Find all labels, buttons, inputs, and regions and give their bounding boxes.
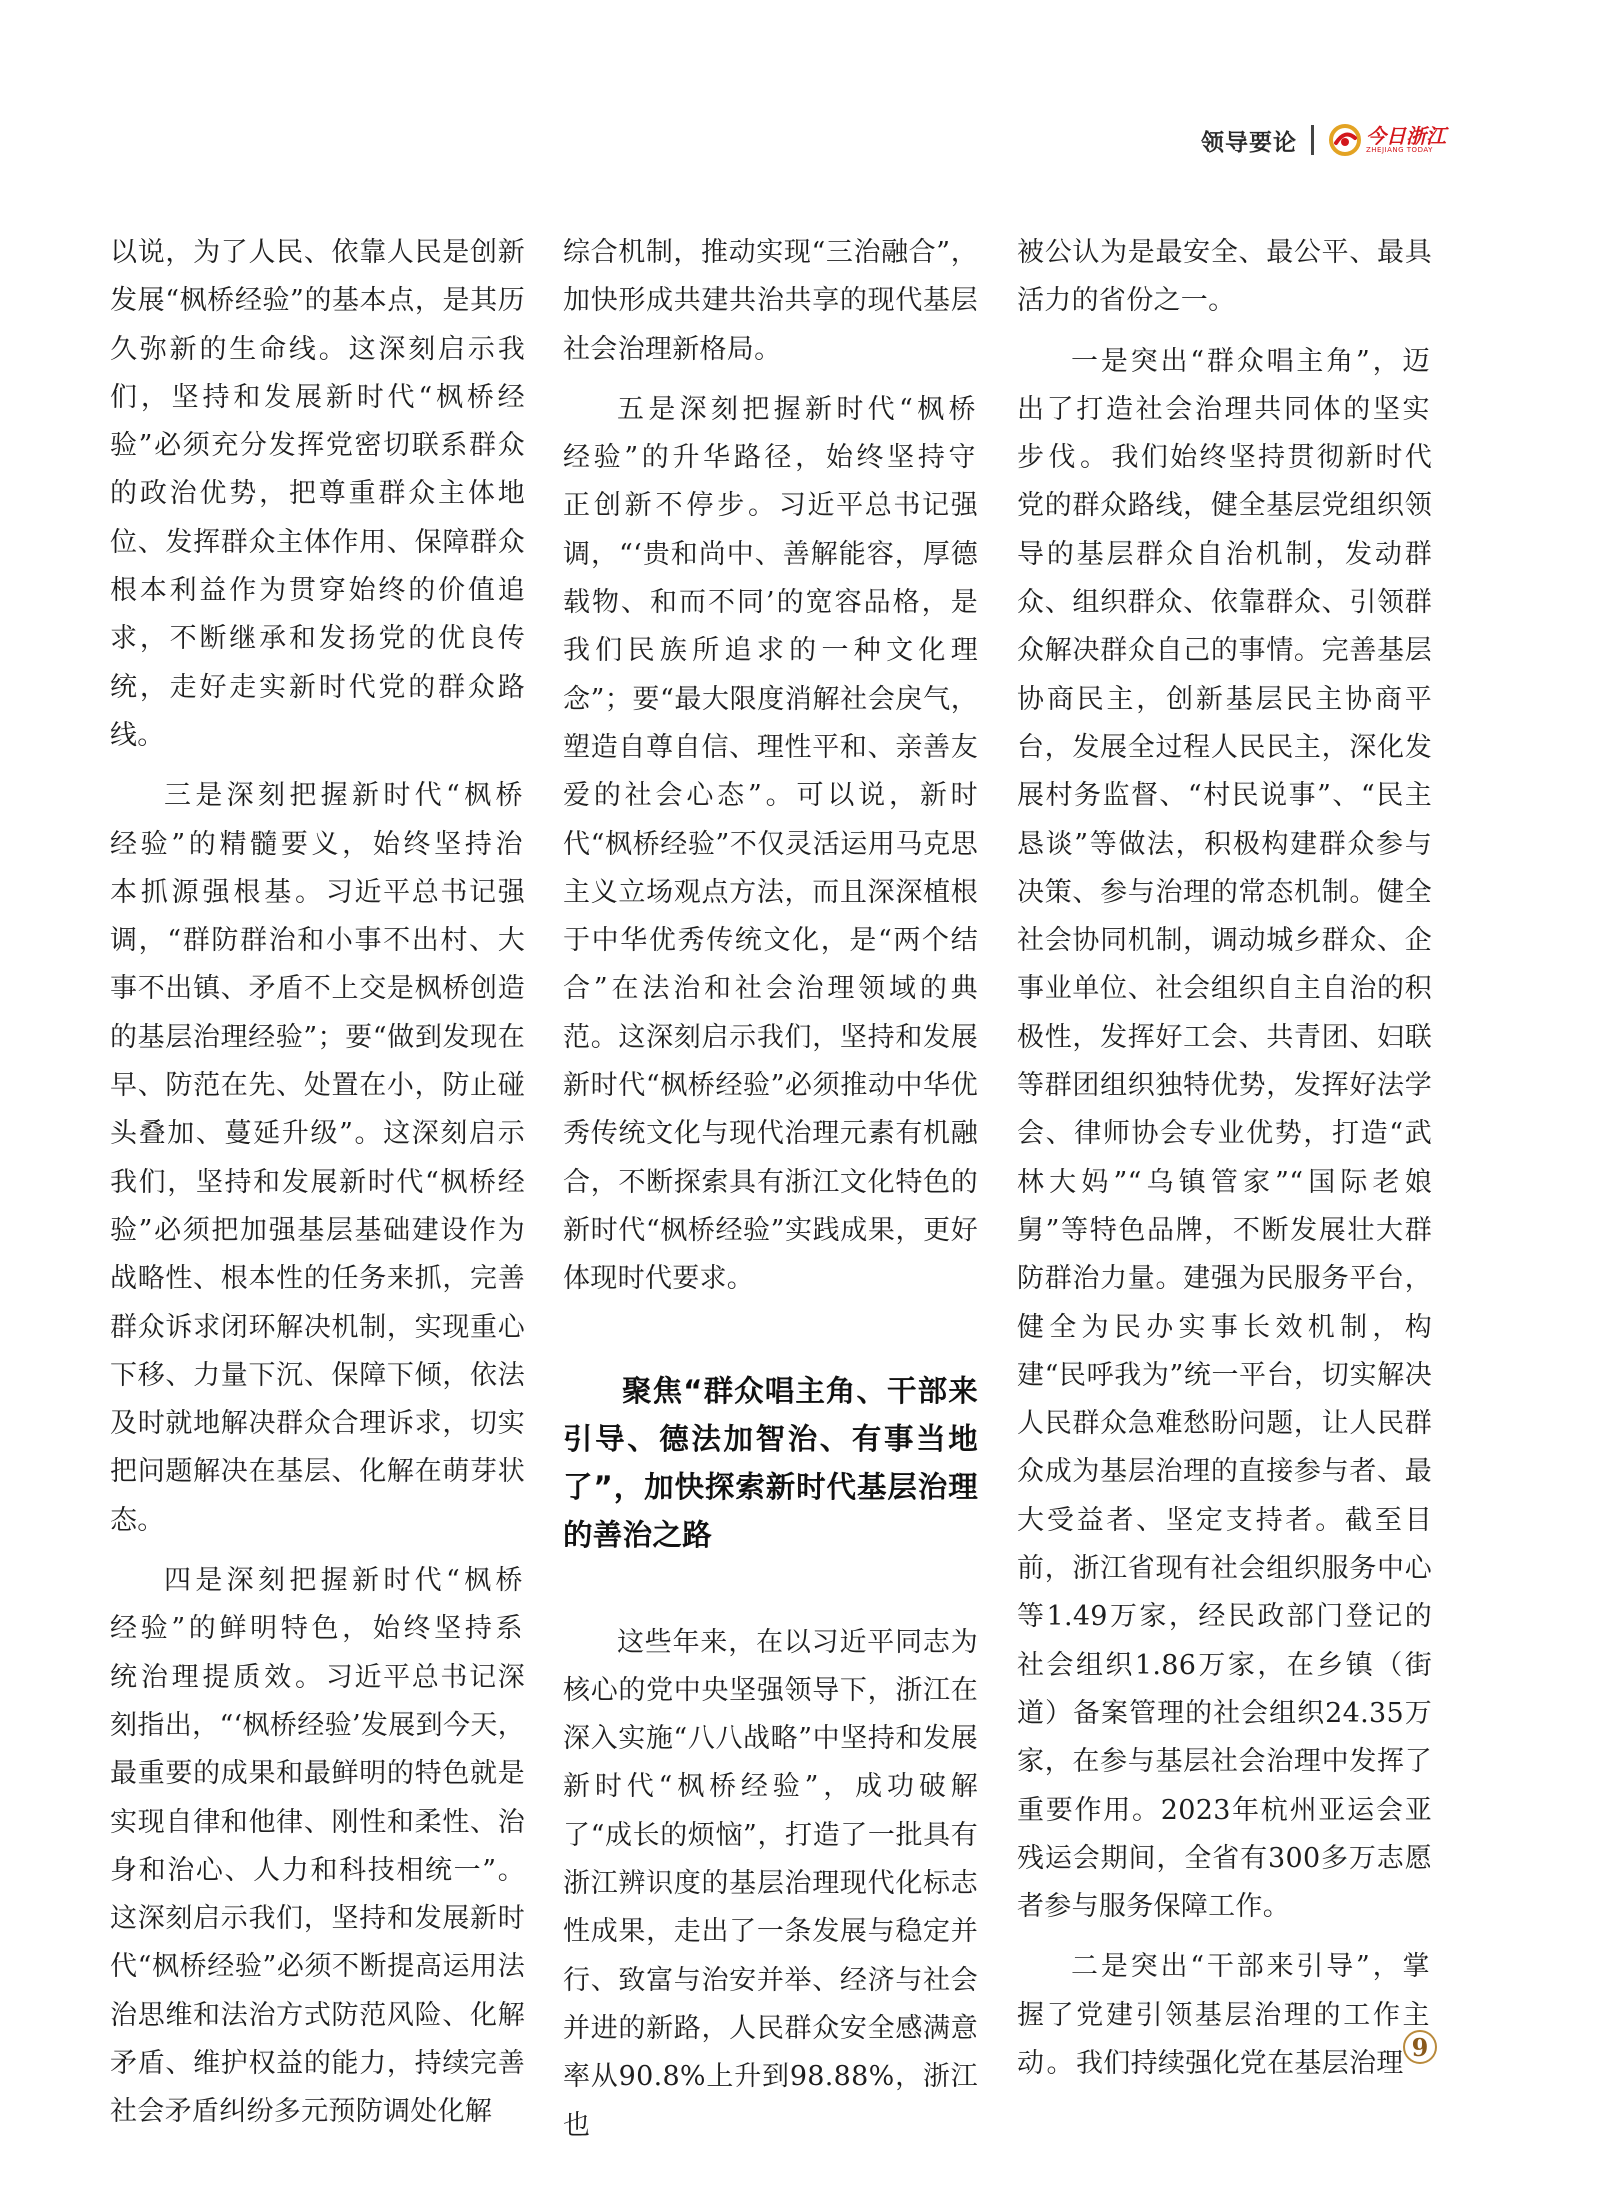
paragraph-body: 习近平总书记深刻指出，“‘枫桥经验’发展到今天，最重要的成果和最鲜明的特色就是实现自律和他律、刚性和柔性、治身和治心、人力和科技相统一”。这深刻启示我们，坚持和发展新时代“枫桥经验”必须不断提高运用法治思维和法治方式防范风险、化解矛盾、维护权益的能力，持续完善社会矛盾纠纷多元预防调处化解 [110, 1661, 526, 2128]
paragraph [563, 386, 978, 1304]
text-column-3 [1017, 229, 1432, 2088]
logo-subtitle: ZHEJIANG TODAY [1366, 146, 1433, 154]
paragraph [110, 772, 525, 1545]
paragraph [1017, 338, 1432, 1932]
paragraph-body: 我们始终坚持贯彻新时代党的群众路线，健全基层党组织领导的基层群众自治机制，发动群众、组织群众、依靠群众、引领群众解决群众自己的事情。完善基层协商民主，创新基层民主协商平台，发展全过程人民民主，深化发展村务监督、“村民说事”、“民主恳谈”等做法，积极构建群众参与决策、参与治理的常态机制。健全社会协同机制，调动城乡群众、企事业单位、社会组织自主自治的积极性，发挥好工会、共青团、妇联等群团组织独特优势，发挥好法学会、律师协会专业优势，打造“武林大妈”“乌镇管家”“国际老娘舅”等特色品牌，不断发展壮大群防群治力量。建强为民服务平台，健全为民办实事长效机制，构建“民呼我为”统一平台，切实解决人民群众急难愁盼问题，让人民群众成为基层治理的直接参与者、最大受益者、坚定支持者。截至目前，浙江省现有社会组织服务中心等1.49万家，经民政部门登记的社会组织1.86万家，在乡镇（街道）备案管理的社会组织24.35万家，在参与基层社会治理中发挥了重要作用。2023年杭州亚运会亚残运会期间，全省有300多万志愿者参与服务保障工作。 [1017, 442, 1432, 1923]
paragraph: 以说，为了人民、依靠人民是创新发展“枫桥经验”的基本点，是其历久弥新的生命线。这深刻启示我们，坚持和发展新时代“枫桥经验”必须充分发挥党密切联系群众的政治优势，把尊重群众主体地位、发挥群众主体作用、保障群众根本利益作为贯穿始终的价值追求，不断继承和发扬党的优良传统，走好走实新时代党的群众路线。 [110, 237, 525, 751]
text-column-2 [563, 229, 978, 2150]
text-column-1 [110, 229, 525, 2137]
logo-wordmark: 今日浙江 [1366, 124, 1446, 148]
header-divider [1311, 125, 1314, 155]
paragraph [110, 1557, 525, 2137]
paragraph: 被公认为是最安全、最公平、最具活力的省份之一。 [1017, 237, 1432, 317]
section-heading: 聚焦“群众唱主角、干部来引导、德法加智治、有事当地了”，加快探索新时代基层治理的善治之路 [563, 1373, 978, 1552]
paragraph: 这些年来，在以习近平同志为核心的党中央坚强领导下，浙江在深入实施“八八战略”中坚持和发展新时代“枫桥经验”，成功破解了“成长的烦恼”，打造了一批具有浙江辨识度的基层治理现代化标志性成果，走出了一条发展与稳定并行、致富与治安并举、经济与社会并进的新路，人民群众安全感满意率从90.8%上升到98.88%，浙江也 [563, 1626, 978, 2141]
paragraph: 综合机制，推动实现“三治融合”，加快形成共建共治共享的现代基层社会治理新格局。 [563, 237, 978, 365]
logo-emblem-icon [1328, 123, 1362, 157]
paragraph-lead: 三是深刻把握新时代“枫桥经验”的精髓要义，始终坚持治本抓源强根基。 [110, 780, 525, 908]
paragraph-body: 习近平总书记强调，“‘贵和尚中、善解能容，厚德载物、和而不同’的宽容品格，是我们民族所追求的一种文化理念”；要“最大限度消解社会戾气，塑造自尊自信、理性平和、亲善友爱的社会心态”。可以说，新时代“枫桥经验”不仅灵活运用马克思主义立场观点方法，而且深深植根于中华优秀传统文化，是“两个结合”在法治和社会治理领域的典范。这深刻启示我们，坚持和发展新时代“枫桥经验”必须推动中华优秀传统文化与现代治理元素有机融合，不断探索具有浙江文化特色的新时代“枫桥经验”实践成果，更好体现时代要求。 [563, 490, 979, 1295]
paragraph-lead: 四是深刻把握新时代“枫桥经验”的鲜明特色，始终坚持系统治理提质效。 [110, 1565, 525, 1693]
magazine-logo [1328, 123, 1446, 157]
paragraph-body: 习近平总书记强调，“群防群治和小事不出村、大事不出镇、矛盾不上交是枫桥创造的基层治理经验”；要“做到发现在早、防范在先、处置在小，防止碰头叠加、蔓延升级”。这深刻启示我们，坚持和发展新时代“枫桥经验”必须把加强基层基础建设作为战略性、根本性的任务来抓，完善群众诉求闭环解决机制，实现重心下移、力量下沉、保障下倾，依法及时就地解决群众合理诉求，切实把问题解决在基层、化解在萌芽状态。 [110, 876, 526, 1536]
section-label: 领导要论 [1201, 129, 1297, 156]
paragraph [1017, 1943, 1432, 2088]
page-number: 9 [1403, 2030, 1437, 2064]
paragraph-lead: 五是深刻把握新时代“枫桥经验”的升华路径，始终坚持守正创新不停步。 [563, 393, 978, 522]
paragraph-lead: 二是突出“干部来引导”，掌握了党建引领基层治理的工作主动。 [1017, 1951, 1432, 2079]
page-header [1201, 118, 1446, 162]
paragraph-lead: 一是突出“群众唱主角”，迈出了打造社会治理共同体的坚实步伐。 [1017, 345, 1432, 474]
paragraph-body: 我们持续强化党在基层治理 [1076, 2047, 1404, 2079]
